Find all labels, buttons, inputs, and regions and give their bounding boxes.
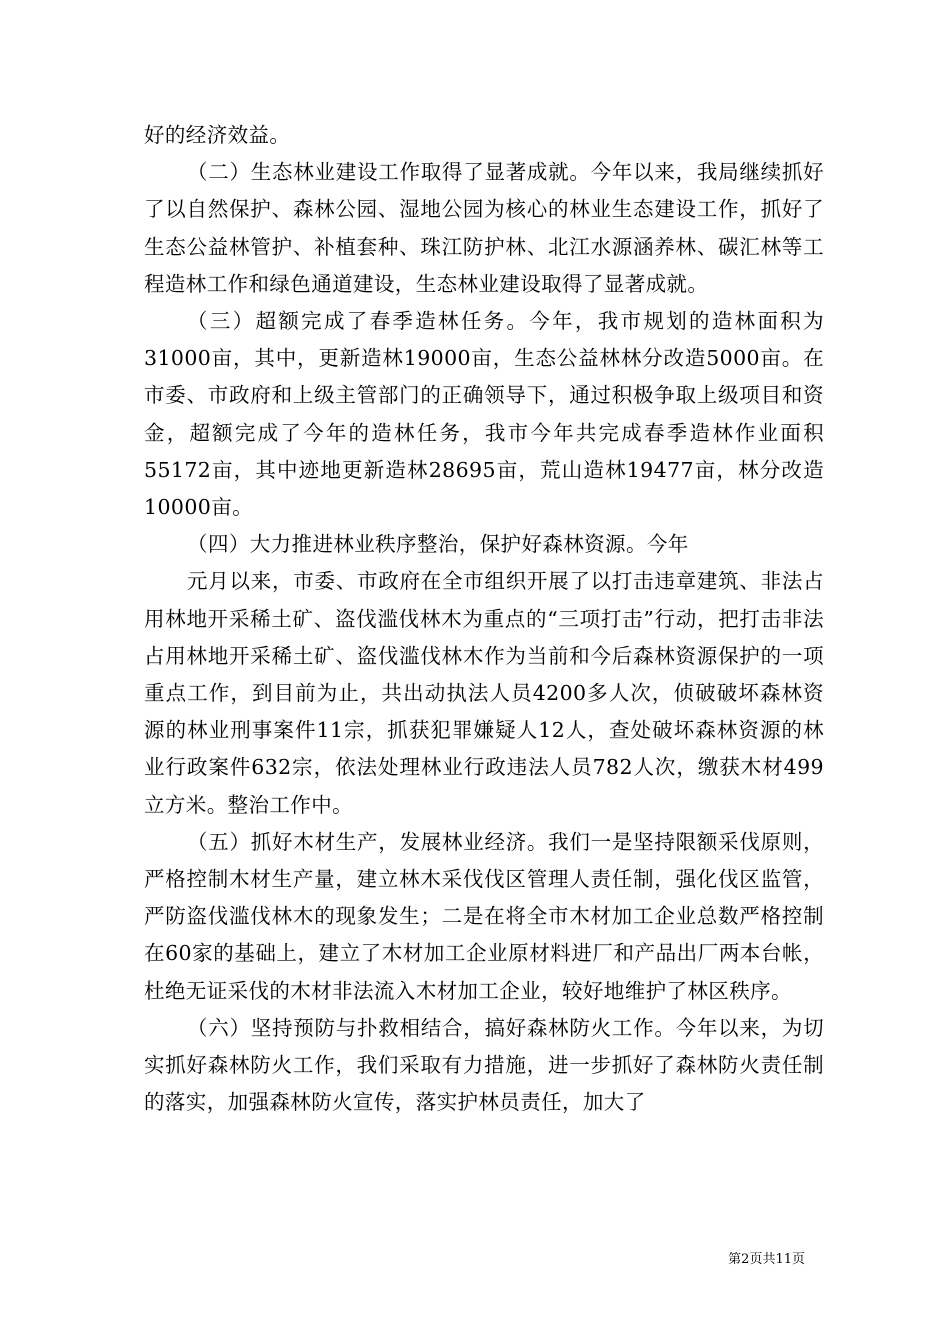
paragraph-spring-afforestation: （三）超额完成了春季造林任务。今年，我市规划的造林面积为31000亩，其中，更新造林19000亩，生态公益林林分改造5000亩。在市委、市政府和上级主管部门的正确领导下，通过积极争取上级项目和资金，超额完成了今年的造林任务，我市今年共完成春季造林作业面积55172亩，其中迹地更新造林28695亩，荒山造林19477亩，林分改造10000亩。 xyxy=(144,309,824,520)
document-body xyxy=(144,117,824,1121)
paragraph-fire-prevention: （六）坚持预防与扑救相结合，搞好森林防火工作。今年以来，为切实抓好森林防火工作，我们采取有力措施，进一步抓好了森林防火责任制的落实，加强森林防火宣传，落实护林员责任，加大了 xyxy=(144,1015,824,1115)
paragraph-ecological-forestry: （二）生态林业建设工作取得了显著成就。今年以来，我局继续抓好了以自然保护、森林公园、湿地公园为核心的林业生态建设工作，抓好了生态公益林管护、补植套种、珠江防护林、北江水源涵养林、碳汇林等工程造林工作和绿色通道建设，生态林业建设取得了显著成就。 xyxy=(144,160,824,296)
page-number-footer: 第2页共11页 xyxy=(728,1252,805,1267)
paragraph-continuation: 好的经济效益。 xyxy=(144,123,291,147)
paragraph-forestry-order-heading: （四）大力推进林业秩序整治，保护好森林资源。今年 xyxy=(187,532,689,557)
paragraph-forestry-order-body: 元月以来，市委、市政府在全市组织开展了以打击违章建筑、非法占用林地开采稀土矿、盗伐滥伐林木为重点的“三项打击”行动，把打击非法占用林地开采稀土矿、盗伐滥伐林木作为当前和今后森林资源保护的一项重点工作，到目前为止，共出动执法人员4200多人次，侦破破坏森林资源的林业刑事案件11宗，抓获犯罪嫌疑人12人，查处破坏森林资源的林业行政案件632宗，依法处理林业行政违法人员782人次，缴获木材499立方米。整治工作中。 xyxy=(144,569,824,817)
paragraph-timber-production: （五）抓好木材生产，发展林业经济。我们一是坚持限额采伐原则，严格控制木材生产量，建立林木采伐伐区管理人责任制，强化伐区监管，严防盗伐滥伐林木的现象发生；二是在将全市木材加工企业总数严格控制在60家的基础上，建立了木材加工企业原材料进厂和产品出厂两本台帐，杜绝无证采伐的木材非法流入木材加工企业，较好地维护了林区秩序。 xyxy=(144,829,824,1003)
